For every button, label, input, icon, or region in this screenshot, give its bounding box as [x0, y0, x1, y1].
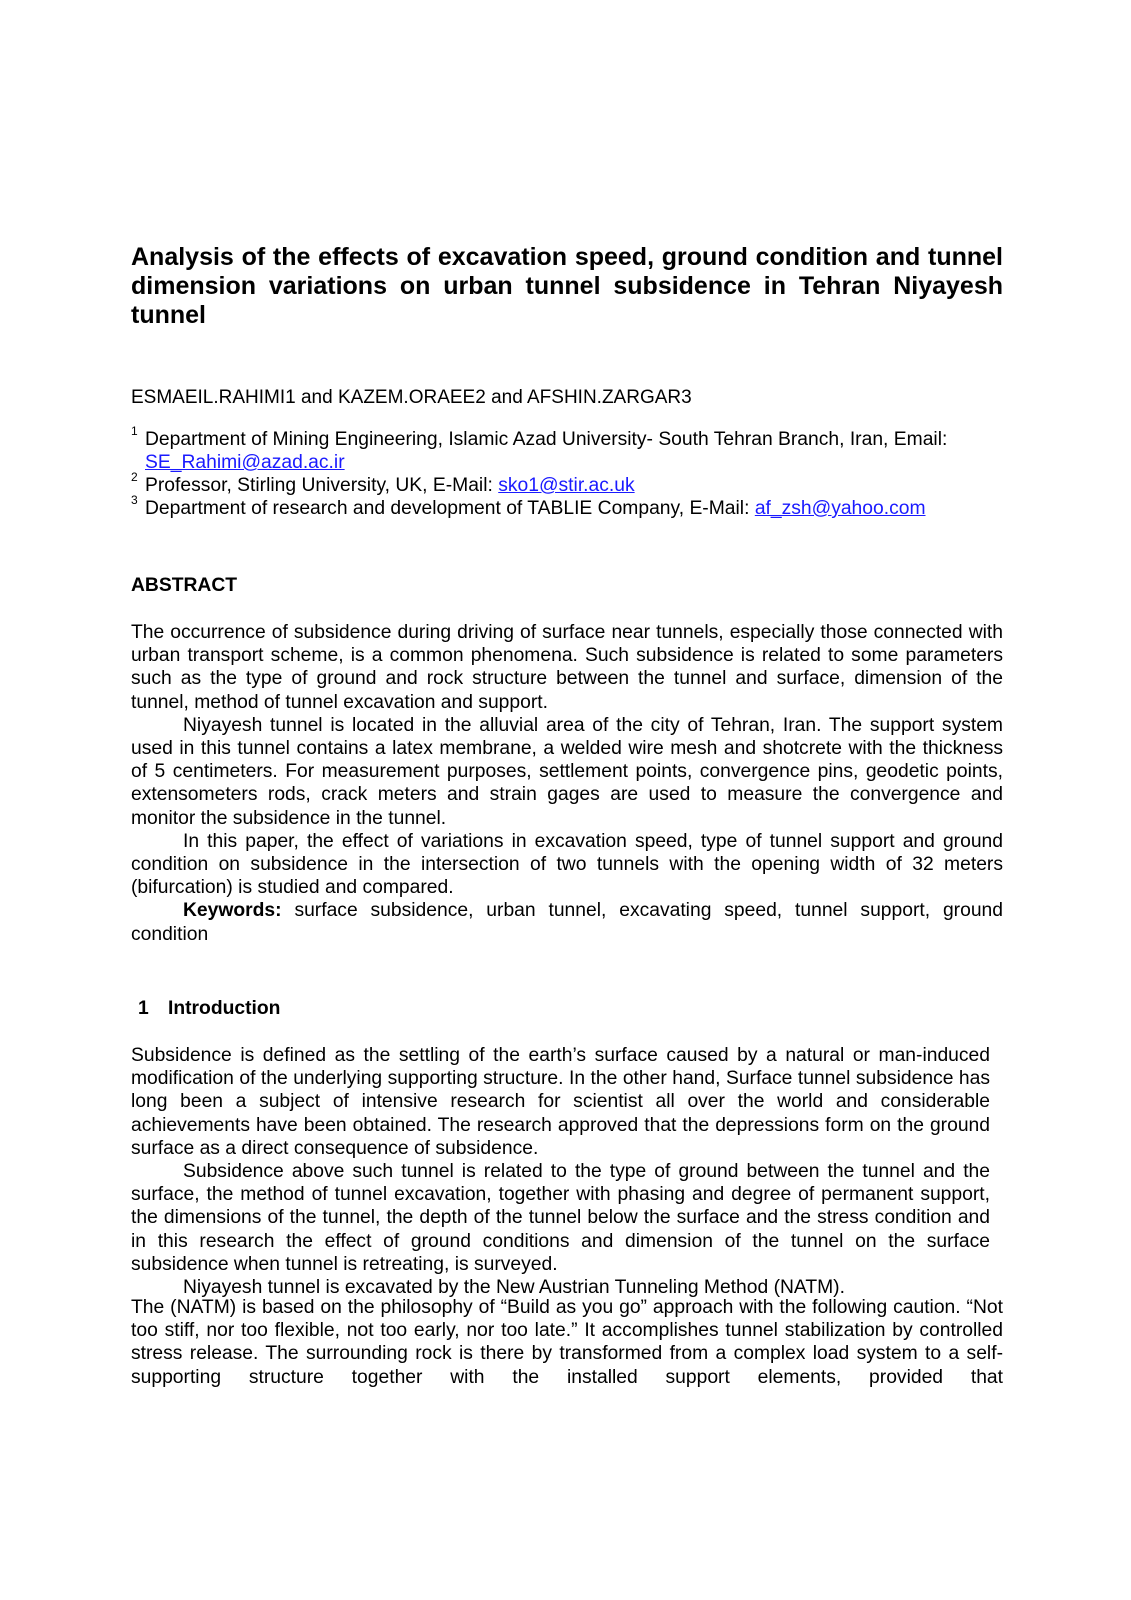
abstract-heading: ABSTRACT: [131, 575, 238, 596]
section-heading-introduction: [138, 998, 280, 1020]
affiliation-mark: 2: [131, 470, 138, 484]
email-link[interactable]: af_zsh@yahoo.com: [754, 498, 926, 519]
body-paragraph: Niyayesh tunnel is excavated by the New Austrian Tunneling Method (NATM).: [183, 1277, 845, 1299]
author-list: ESMAEIL.RAHIMI1 and KAZEM.ORAEE2 and AFSHIN.ZARGAR3: [131, 387, 692, 408]
section-number: 1: [138, 998, 149, 1019]
abstract-paragraph: The occurrence of subsidence during driving of surface near tunnels, especially those connected with urban transport scheme, is a common phenomena. Such subsidence is related to some parameters such as the type of ground and rock structure between the tunnel and surface, dimension of the tunnel, method of tunnel excavation and support.: [131, 622, 1003, 713]
abstract-body: [131, 621, 1003, 946]
introduction-body-continued: [131, 1296, 1003, 1389]
abstract-paragraph: In this paper, the effect of variations in excavation speed, type of tunnel support and ground condition on subsidence in the intersection of two tunnels with the opening width of 32 meters (bifurcation) is studied and compared.: [131, 830, 1003, 899]
body-paragraph: Subsidence is defined as the settling of the earth’s surface caused by a natural or man-induced modification of the underlying supporting structure. In the other hand, Surface tunnel subsidence has long been a subject of intensive research for scientist all over the world and considerable achievements have been obtained. The research approved that the depressions form on the ground surface as a direct consequence of subsidence.: [131, 1045, 990, 1159]
affiliation-3: [131, 493, 1003, 520]
affiliation-text: Department of research and development of TABLIE Company, E-Mail:: [145, 498, 750, 519]
body-paragraph: Subsidence above such tunnel is related to the type of ground between the tunnel and the surface, the method of tunnel excavation, together with phasing and degree of permanent support, the dimensions of the tunnel, the depth of the tunnel below the surface and the stress condition and in this research the effect of ground conditions and dimension of the tunnel on the surface subsidence when tunnel is retreating, is surveyed.: [131, 1161, 990, 1275]
email-link[interactable]: SE_Rahimi@azad.ac.ir: [145, 452, 345, 473]
paper-title: Analysis of the effects of excavation speed, ground condition and tunnel dimension variations on urban tunnel subsidence in Tehran Niyayesh tunnel: [131, 243, 1003, 329]
affiliation-text: Department of Mining Engineering, Islamic Azad University- South Tehran Branch, Iran, Email:: [145, 429, 948, 450]
affiliation-mark: 3: [131, 493, 138, 507]
keywords-label: Keywords:: [183, 900, 282, 922]
affiliation-mark: 1: [131, 424, 138, 438]
affiliation-1: [131, 424, 1003, 474]
keywords-text: surface subsidence, urban tunnel, excavating speed, tunnel support, ground condition: [131, 900, 1003, 945]
section-title: Introduction: [168, 998, 281, 1019]
affiliation-text: Professor, Stirling University, UK, E-Mail:: [145, 475, 493, 496]
introduction-body: [131, 1044, 990, 1299]
affiliation-2: [131, 470, 1003, 497]
email-link[interactable]: sko1@stir.ac.uk: [498, 475, 635, 496]
keywords: [131, 899, 1003, 945]
affiliations: [131, 424, 1003, 520]
abstract-paragraph: Niyayesh tunnel is located in the alluvial area of the city of Tehran, Iran. The support system used in this tunnel contains a latex membrane, a welded wire mesh and shotcrete with the thickness of 5 centimeters. For measurement purposes, settlement points, convergence pins, geodetic points, extensometers rods, crack meters and strain gages are used to measure the convergence and monitor the subsidence in the tunnel.: [131, 714, 1003, 829]
body-paragraph: The (NATM) is based on the philosophy of “Build as you go” approach with the following caution. “Not too stiff, nor too flexible, not too early, nor too late.” It accomplishes tunnel stabilization by controlled stress release. The surrounding rock is there by transformed from a complex load system to a self-supporting structure together with the installed support elements, provided that: [131, 1297, 1003, 1388]
